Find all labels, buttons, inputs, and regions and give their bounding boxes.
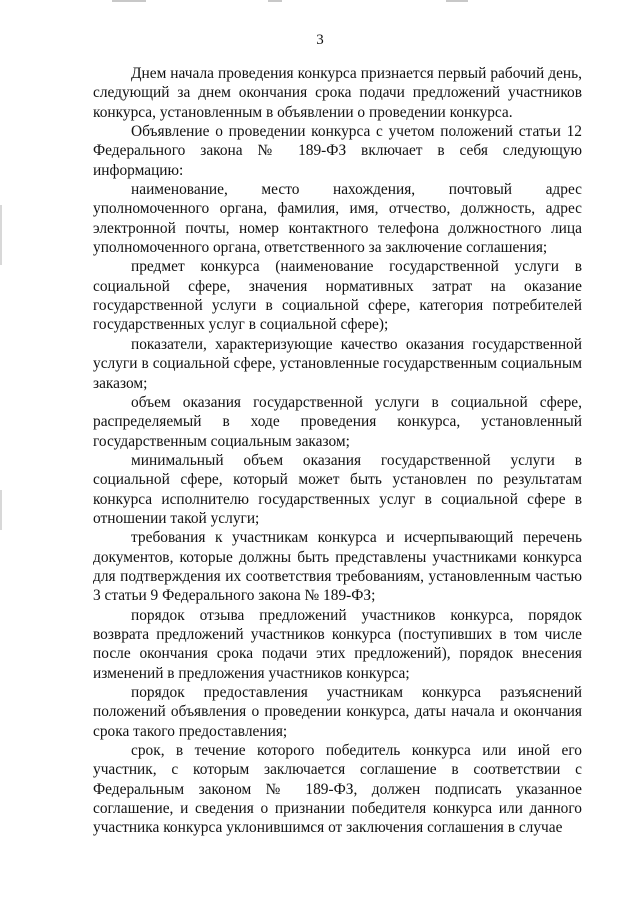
- paragraph: срок, в течение которого победитель конкурса или иной его участник, с которым заключается соглашение в соответствии с Федеральным законом № 189-ФЗ, должен подписать указанное соглашение, и сведения о признании победителя конкурса или данного участника конкурса уклонившимся от заключения соглашения в случае: [93, 742, 582, 837]
- paragraph: предмет конкурса (наименование государственной услуги в социальной сфере, значения нормативных затрат на оказание государственной услуги в социальной сфере, категория потребителей государственных услуг в социальной сфере);: [93, 258, 582, 334]
- paragraph: наименование, место нахождения, почтовый адрес уполномоченного органа, фамилия, имя, отчество, должность, адрес электронной почты, номер контактного телефона должностного лица уполномоченного органа, ответственного за заключение соглашения;: [93, 181, 582, 257]
- paragraph: минимальный объем оказания государственной услуги в социальной сфере, который может быть установлен по результатам конкурса исполнителю государственных услуг в социальной сфере в отношении такой услуги;: [93, 451, 582, 527]
- scan-artifact: [268, 0, 282, 2]
- paragraph: требования к участникам конкурса и исчерпывающий перечень документов, которые должны быть представлены участниками конкурса для подтверждения их соответствия требованиям, установленным частью 3 статьи 9 Федерального закона № 189-ФЗ;: [93, 529, 582, 605]
- paragraph: объем оказания государственной услуги в социальной сфере, распределяемый в ходе проведения конкурса, установленный государственным социальным заказом;: [93, 393, 582, 450]
- paragraph: порядок отзыва предложений участников конкурса, порядок возврата предложений участников конкурса (поступивших в том числе после окончания срока подачи этих предложений), порядок внесения изменений в предложения участников конкурса;: [93, 606, 582, 682]
- scan-artifact: [446, 0, 468, 2]
- paragraph: порядок предоставления участникам конкурса разъяснений положений объявления о проведении конкурса, даты начала и окончания срока такого предоставления;: [93, 684, 582, 740]
- page-number: 3: [316, 32, 324, 48]
- paragraph: Днем начала проведения конкурса признается первый рабочий день, следующий за днем окончания срока подачи предложений участников конкурса, установленным в объявлении о проведении конкурса.: [93, 65, 582, 121]
- scan-edge-artifact: [0, 205, 2, 265]
- scan-artifact: [112, 0, 146, 2]
- paragraph: Объявление о проведении конкурса с учетом положений статьи 12 Федерального закона № 189-ФЗ включает в себя следующую информацию:: [93, 123, 582, 179]
- paragraph: показатели, характеризующие качество оказания государственной услуги в социальной сфере, установленные государственным социальным заказом;: [93, 335, 582, 392]
- document-body: [93, 64, 582, 838]
- scan-edge-artifact: [0, 490, 2, 530]
